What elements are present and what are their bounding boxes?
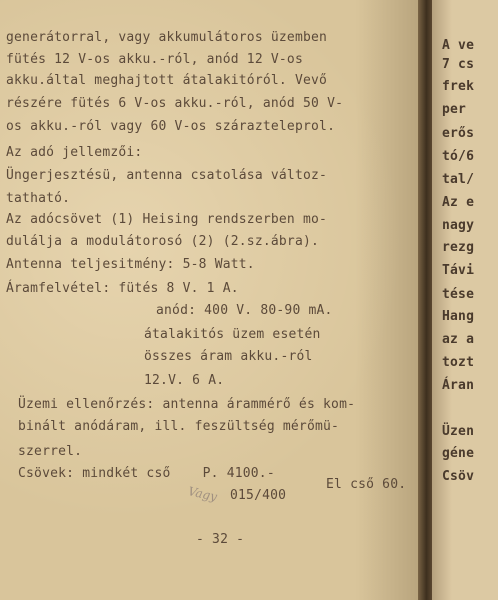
text-line: részére fütés 6 V-os akku.-ról, anód 50 V- [6, 96, 344, 111]
text-line: frek [442, 79, 475, 94]
text-line: Csövek: mindkét cső P. 4100.- [18, 466, 275, 481]
text-line: Csöv [442, 469, 475, 484]
text-line: Áran [442, 378, 475, 393]
right-page [432, 0, 498, 600]
text-line: szerrel. [18, 444, 83, 459]
text-line: binált anódáram, ill. feszültség mérőmü- [18, 419, 340, 434]
text-line: 12.V. 6 A. [144, 373, 225, 388]
text-line: fütés 12 V-os akku.-ról, anód 12 V-os [6, 52, 303, 67]
text-line: akku.által meghajtott átalakitóról. Vevő [6, 73, 328, 88]
text-line: Az e [442, 195, 475, 210]
text-line: dulálja a modulátorosó (2) (2.sz.ábra). [6, 234, 320, 249]
text-line: nagy [442, 218, 475, 233]
text-line: anód: 400 V. 80-90 mA. [156, 303, 333, 318]
page-number: - 32 - [196, 532, 245, 547]
text-line: Üzen [442, 424, 475, 439]
text-line: Áramfelvétel: fütés 8 V. 1 A. [6, 281, 239, 296]
text-line: generátorral, vagy akkumulátoros üzemben [6, 30, 328, 45]
pencil-annotation: Vagy [186, 484, 219, 504]
text-line: El cső 60. [326, 477, 407, 492]
text-line: per [442, 102, 475, 117]
text-line: Az adó jellemzői: [6, 145, 143, 160]
text-line: tése [442, 287, 475, 302]
text-line: Távi [442, 263, 475, 278]
text-line: tó/6 [442, 149, 475, 164]
text-line: az a [442, 332, 475, 347]
text-line: os akku.-ról vagy 60 V-os szárazteleprol. [6, 119, 336, 134]
text-line: Antenna teljesitmény: 5-8 Watt. [6, 257, 255, 272]
text-line: tal/ [442, 172, 475, 187]
text-line: 7 cs [442, 57, 475, 72]
text-line: tozt [442, 355, 475, 370]
text-line: Hang [442, 309, 475, 324]
text-line: tatható. [6, 191, 71, 206]
text-line: összes áram akku.-ról [144, 349, 313, 364]
text-line: átalakitós üzem esetén [144, 327, 321, 342]
text-line: erős [442, 126, 475, 141]
text-line: rezg [442, 240, 475, 255]
book-gutter [418, 0, 432, 600]
text-line: géne [442, 446, 475, 461]
text-line: Üzemi ellenőrzés: antenna árammérő és kom- [18, 397, 356, 412]
text-line: 015/400 [230, 488, 287, 503]
text-line: Üngerjesztésü, antenna csatolása változ- [6, 168, 328, 183]
text-line: A ve [442, 38, 475, 53]
text-line: Az adócsövet (1) Heising rendszerben mo- [6, 212, 328, 227]
